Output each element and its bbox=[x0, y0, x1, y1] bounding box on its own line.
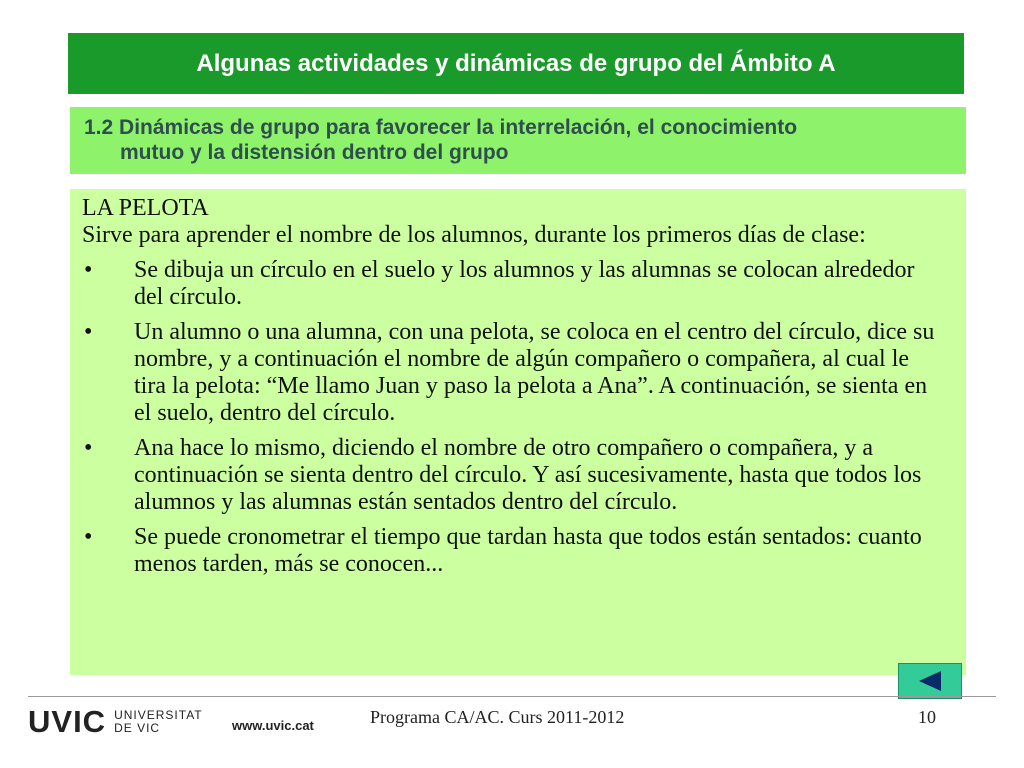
bullet-text: Se puede cronometrar el tiempo que tardan hasta que todos están sentados: cuanto menos tarden, más se conocen... bbox=[134, 524, 922, 577]
bullet-marker: • bbox=[84, 524, 93, 550]
bullet-text: Un alumno o una alumna, con una pelota, se coloca en el centro del círculo, dice su nombre, y a continuación el nombre de algún compañero o compañera, al cual le tira la pelota: “Me llamo Juan y paso la pelota a Ana”. A continuación, se sienta en el suelo, dentro del círculo. bbox=[134, 319, 935, 426]
previous-slide-button[interactable] bbox=[898, 663, 962, 699]
activity-heading: LA PELOTA bbox=[82, 195, 209, 221]
logo-line-2: DE VIC bbox=[114, 721, 161, 735]
bullet-marker: • bbox=[84, 319, 93, 345]
logo-line-1: UNIVERSITAT bbox=[114, 708, 203, 722]
bullet-marker: • bbox=[84, 435, 93, 461]
bullet-item bbox=[82, 319, 946, 427]
bullet-item bbox=[82, 257, 946, 311]
bullet-text: Ana hace lo mismo, diciendo el nombre de otro compañero o compañera, y a continuación se sienta dentro del círculo. Y así sucesivamente, hasta que todos los alumnos y las alumnas están sentados dentro del círculo. bbox=[134, 435, 922, 515]
university-logo bbox=[28, 704, 203, 739]
logo-text bbox=[114, 709, 203, 735]
website-link[interactable]: www.uvic.cat bbox=[232, 718, 314, 733]
logo-mark: UVIC bbox=[28, 704, 107, 739]
footer-divider bbox=[28, 696, 996, 697]
slide-subtitle bbox=[70, 107, 966, 174]
slide-title-text: Algunas actividades y dinámicas de grupo del Ámbito A bbox=[196, 49, 836, 77]
content-panel bbox=[70, 189, 966, 675]
program-label: Programa CA/AC. Curs 2011-2012 bbox=[370, 707, 625, 727]
bullet-marker: • bbox=[84, 257, 93, 283]
bullet-item bbox=[82, 524, 946, 578]
page-number: 10 bbox=[918, 707, 936, 727]
back-arrow-icon bbox=[915, 670, 945, 692]
bullet-text: Se dibuja un círculo en el suelo y los alumnos y las alumnas se colocan alrededor del círculo. bbox=[134, 257, 915, 310]
bullet-item bbox=[82, 435, 946, 516]
activity-intro: Sirve para aprender el nombre de los alumnos, durante los primeros días de clase: bbox=[82, 222, 866, 248]
subtitle-line-1: 1.2 Dinámicas de grupo para favorecer la interrelación, el conocimiento bbox=[84, 116, 798, 139]
subtitle-line-2: mutuo y la distensión dentro del grupo bbox=[120, 141, 509, 164]
slide-title bbox=[68, 33, 964, 94]
